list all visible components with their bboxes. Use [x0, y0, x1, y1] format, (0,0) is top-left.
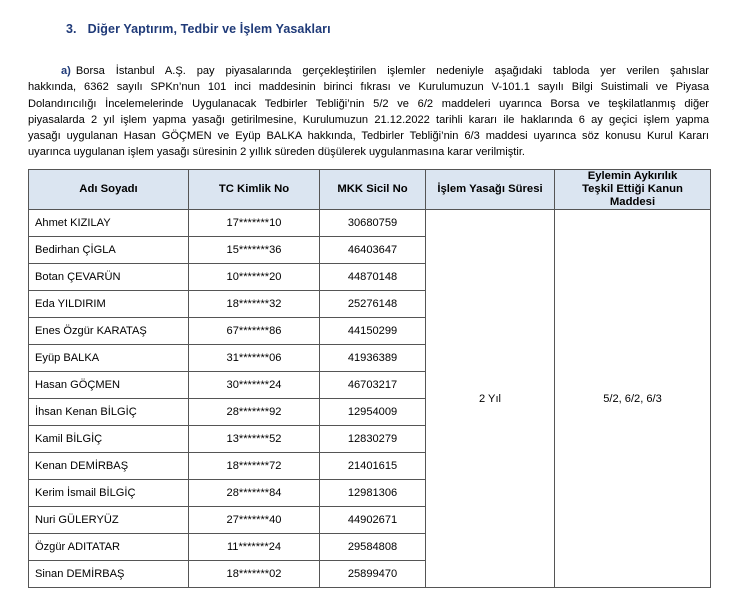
cell-name: Eda YILDIRIM	[29, 291, 189, 318]
sanctions-table	[28, 169, 711, 588]
cell-name: Kamil BİLGİÇ	[29, 426, 189, 453]
cell-tc: 28*******84	[189, 480, 320, 507]
cell-mkk: 25276148	[320, 291, 426, 318]
paragraph-line: uyarınca uygulanan işlem yasağı süresinin 2 yıllık süreden düşülerek uygulanmasına karar verilmiştir.	[28, 146, 525, 159]
cell-mkk: 44870148	[320, 264, 426, 291]
header-mkk: MKK Sicil No	[320, 170, 426, 210]
cell-ban-duration: 2 Yıl	[426, 210, 555, 588]
cell-name: Hasan GÖÇMEN	[29, 372, 189, 399]
cell-tc: 17*******10	[189, 210, 320, 237]
cell-mkk: 46703217	[320, 372, 426, 399]
cell-tc: 11*******24	[189, 534, 320, 561]
cell-mkk: 12830279	[320, 426, 426, 453]
cell-mkk: 30680759	[320, 210, 426, 237]
cell-mkk: 44902671	[320, 507, 426, 534]
section-heading	[66, 22, 331, 36]
cell-mkk: 12981306	[320, 480, 426, 507]
cell-name: Ahmet KIZILAY	[29, 210, 189, 237]
cell-tc: 30*******24	[189, 372, 320, 399]
paragraph-label: a)	[61, 65, 71, 77]
section-title: Diğer Yaptırım, Tedbir ve İşlem Yasakları	[87, 22, 331, 36]
table-body	[29, 210, 711, 588]
cell-mkk: 12954009	[320, 399, 426, 426]
section-number: 3.	[66, 22, 77, 36]
paragraph-line: Dolandırıcılığı İncelemelerinde Uygulanacak Tedbirler Tebliği’nin 5/2 ve 6/2 maddeleri uyarınca Borsa ve teşkilatlanmış diğer	[28, 97, 709, 110]
cell-name: Botan ÇEVARÜN	[29, 264, 189, 291]
cell-tc: 31*******06	[189, 345, 320, 372]
cell-tc: 28*******92	[189, 399, 320, 426]
cell-tc: 18*******32	[189, 291, 320, 318]
decision-paragraph	[28, 63, 709, 161]
cell-mkk: 21401615	[320, 453, 426, 480]
cell-tc: 18*******72	[189, 453, 320, 480]
paragraph-line: hakkında, 6362 sayılı SPKn’nun 101 inci maddesinin birinci fıkrası ve Kurulumuzun V-101.1 sayılı Bilgi Suistimali ve Piyasa	[28, 81, 709, 94]
cell-article: 5/2, 6/2, 6/3	[555, 210, 711, 588]
header-name: Adı Soyadı	[29, 170, 189, 210]
header-article: Eylemin Aykırılık Teşkil Ettiği Kanun Maddesi	[555, 170, 711, 210]
cell-tc: 10*******20	[189, 264, 320, 291]
cell-mkk: 29584808	[320, 534, 426, 561]
cell-tc: 13*******52	[189, 426, 320, 453]
paragraph-line: piyasalarda 2 yıl işlem yapma yasağı getirilmesine, Kurulumuzun 21.12.2022 tarihli kararı ile haklarında 6 ay geçici işlem yapma	[28, 113, 709, 126]
table-header-row	[29, 170, 711, 210]
cell-name: Kerim İsmail BİLGİÇ	[29, 480, 189, 507]
cell-tc: 27*******40	[189, 507, 320, 534]
cell-name: Eyüp BALKA	[29, 345, 189, 372]
cell-tc: 15*******36	[189, 237, 320, 264]
header-tc: TC Kimlik No	[189, 170, 320, 210]
cell-name: Özgür ADITATAR	[29, 534, 189, 561]
cell-tc: 18*******02	[189, 561, 320, 588]
table-row	[29, 210, 711, 237]
cell-name: Nuri GÜLERYÜZ	[29, 507, 189, 534]
cell-tc: 67*******86	[189, 318, 320, 345]
cell-mkk: 25899470	[320, 561, 426, 588]
cell-name: Sinan DEMİRBAŞ	[29, 561, 189, 588]
cell-name: Enes Özgür KARATAŞ	[29, 318, 189, 345]
cell-mkk: 41936389	[320, 345, 426, 372]
cell-name: Bedirhan ÇİGLA	[29, 237, 189, 264]
cell-mkk: 44150299	[320, 318, 426, 345]
paragraph-line: yasağı uygulanan Hasan GÖÇMEN ve Eyüp BALKA hakkında, Tedbirler Tebliği’nin 6/3 maddesi uyarınca söz konusu Kurul Kararı	[28, 130, 709, 143]
header-ban-duration: İşlem Yasağı Süresi	[426, 170, 555, 210]
cell-mkk: 46403647	[320, 237, 426, 264]
paragraph-line: a) Borsa İstanbul A.Ş. pay piyasalarında gerçekleştirilen işlemler nedeniyle aşağıdaki tabloda yer verilen şahıslar	[61, 65, 709, 77]
cell-name: Kenan DEMİRBAŞ	[29, 453, 189, 480]
cell-name: İhsan Kenan BİLGİÇ	[29, 399, 189, 426]
